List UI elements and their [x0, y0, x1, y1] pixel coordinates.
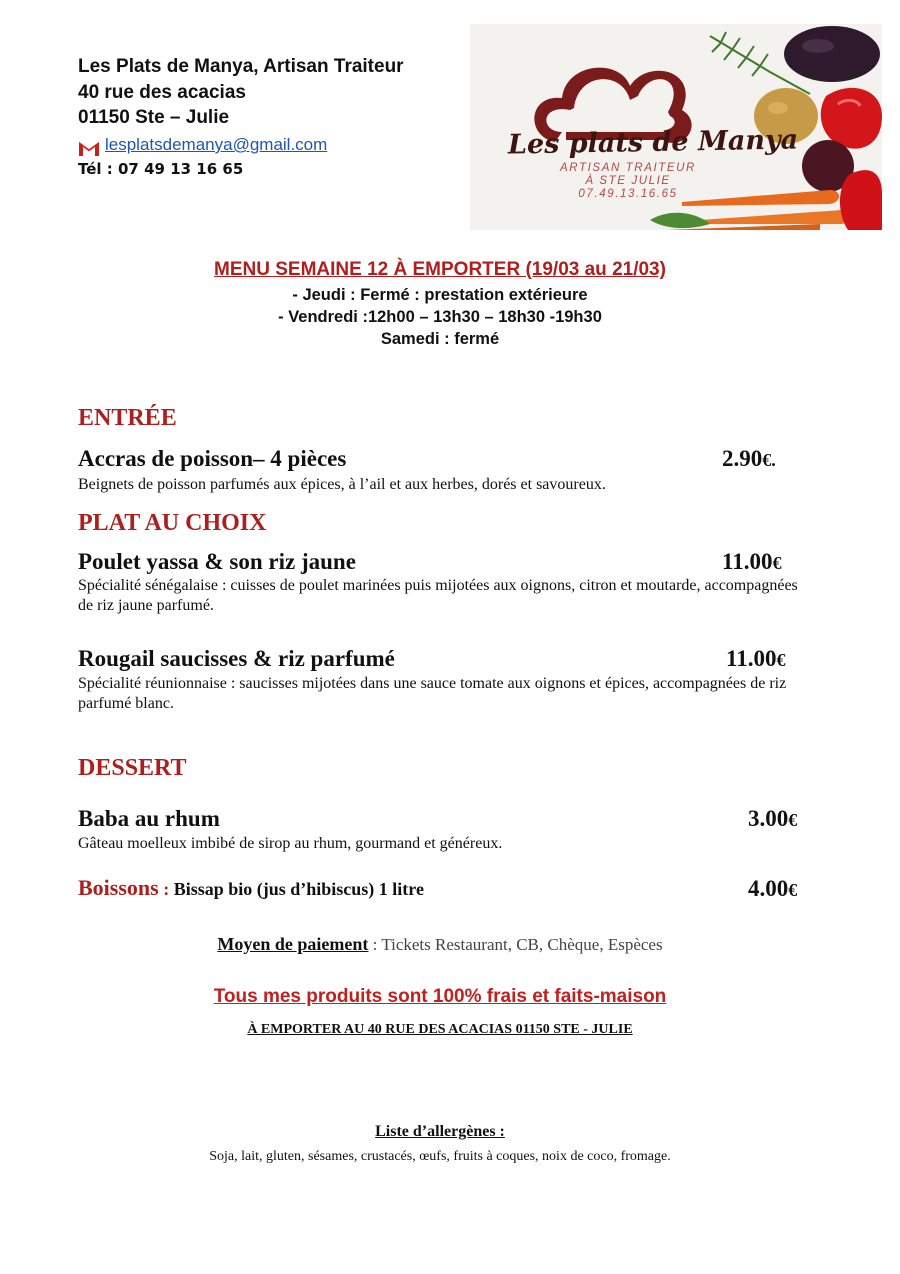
logo-subtitle-trade: ARTISAN TRAITEUR — [560, 162, 696, 174]
price-currency: € — [788, 880, 798, 900]
dish-price — [726, 646, 785, 672]
business-name: Les Plats de Manya, Artisan Traiteur — [78, 56, 404, 77]
price-value: 11.00 — [726, 646, 777, 671]
dish-name: Rougail saucisses & riz parfumé — [78, 646, 395, 671]
section-heading-plat: PLAT AU CHOIX — [78, 510, 267, 536]
dish-description: Spécialité réunionnaise : saucisses mijotées dans une sauce tomate aux oignons et épices, accompagnées de riz parfumé blanc. — [78, 675, 787, 712]
price-value: 11.00 — [722, 549, 773, 574]
hours-saturday: Samedi : fermé — [380, 330, 500, 348]
hours-friday: - Vendredi :12h00 – 13h30 – 18h30 -19h30 — [278, 308, 602, 326]
dish-name: Poulet yassa & son riz jaune — [78, 549, 356, 574]
section-heading-dessert: DESSERT — [78, 755, 187, 781]
price-currency: € — [788, 810, 798, 830]
logo-banner — [470, 24, 882, 230]
drink-price — [748, 876, 797, 902]
dish-name: Baba au rhum — [78, 806, 220, 831]
dish-name: Accras de poisson– 4 pièces — [78, 446, 347, 471]
takeaway-city: 01150 STE - JULIE — [515, 1022, 633, 1037]
fresh-products-notice: Tous mes produits sont 100% frais et faits-maison — [213, 986, 667, 1007]
payment-row — [0, 934, 880, 955]
menu-title: MENU SEMAINE 12 À EMPORTER (19/03 au 21/03) — [214, 259, 666, 280]
takeaway-address — [0, 1022, 880, 1038]
drinks-row — [78, 875, 424, 901]
allergen-title: Liste d’allergènes : — [375, 1123, 505, 1140]
dish-price — [722, 446, 776, 472]
price-value: 2.90 — [722, 446, 763, 471]
takeaway-street: À EMPORTER AU 40 RUE DES ACACIAS — [247, 1022, 516, 1037]
allergen-list: Soja, lait, gluten, sésames, crustacés, œufs, fruits à coques, noix de coco, fromage. — [209, 1149, 671, 1164]
gmail-icon — [78, 139, 100, 157]
city-address: 01150 Ste – Julie — [78, 107, 230, 128]
dish-description: Spécialité sénégalaise : cuisses de poulet marinées puis mijotées aux oignons, citron et moutarde, accompagnées de riz jaune parfumé. — [78, 577, 798, 614]
payment-methods: : Tickets Restaurant, CB, Chèque, Espèces — [368, 935, 663, 954]
logo-title: Les plats de Manya — [507, 124, 799, 161]
drinks-label: Boissons — [78, 875, 159, 900]
phone-number: Tél : 07 49 13 16 65 — [78, 160, 244, 178]
logo-subtitle-town: À STE JULIE — [585, 175, 671, 187]
price-value: 3.00 — [748, 806, 789, 831]
price-currency: € — [772, 553, 782, 573]
price-currency: €. — [762, 450, 776, 470]
dish-description: Beignets de poisson parfumés aux épices, à l’ail et aux herbes, dorés et savoureux. — [78, 476, 606, 493]
section-heading-entree: ENTRÉE — [78, 405, 177, 431]
drinks-colon: : — [158, 879, 174, 899]
dish-description: Gâteau moelleux imbibé de sirop au rhum, gourmand et généreux. — [78, 835, 503, 852]
email-link[interactable]: lesplatsdemanya@gmail.com — [105, 135, 328, 154]
street-address: 40 rue des acacias — [78, 82, 246, 103]
dish-price — [722, 549, 781, 575]
drink-item: Bissap bio (jus d’hibiscus) 1 litre — [173, 879, 424, 899]
price-currency: € — [776, 650, 786, 670]
logo-subtitle-phone: 07.49.13.16.65 — [578, 188, 678, 200]
dish-price — [748, 806, 797, 832]
price-value: 4.00 — [748, 876, 789, 901]
hours-thursday: - Jeudi : Fermé : prestation extérieure — [292, 286, 588, 304]
email-row — [78, 133, 327, 157]
payment-label: Moyen de paiement — [217, 934, 369, 954]
